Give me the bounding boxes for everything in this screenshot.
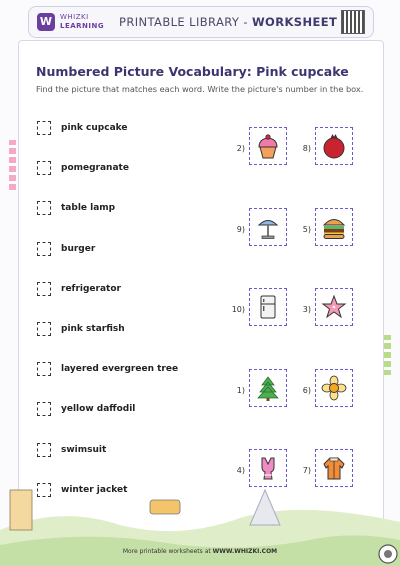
picture-card bbox=[249, 288, 287, 326]
picture-card bbox=[249, 369, 287, 407]
answer-box[interactable] bbox=[37, 402, 51, 416]
starfish-icon bbox=[321, 294, 347, 320]
word-label: winter jacket bbox=[61, 484, 128, 495]
answer-box[interactable] bbox=[37, 443, 51, 457]
logo-text-bottom: LEARNING bbox=[60, 22, 105, 30]
picture-card bbox=[315, 127, 353, 165]
daffodil-icon bbox=[321, 375, 347, 401]
picture-card bbox=[315, 208, 353, 246]
answer-box[interactable] bbox=[37, 121, 51, 135]
burger-icon bbox=[321, 214, 347, 240]
picture-number: 10) bbox=[231, 305, 245, 314]
evergreen-tree-icon bbox=[255, 375, 281, 401]
logo-text-top: WHIZKI bbox=[60, 13, 89, 21]
picture-number: 9) bbox=[236, 224, 245, 234]
answer-box[interactable] bbox=[37, 322, 51, 336]
answer-box[interactable] bbox=[37, 362, 51, 376]
right-stripe-decoration bbox=[384, 335, 391, 375]
worksheet-title: Numbered Picture Vocabulary: Pink cupcake bbox=[36, 64, 349, 79]
word-label: layered evergreen tree bbox=[61, 364, 179, 375]
word-label: swimsuit bbox=[61, 444, 107, 455]
picture-number: 2) bbox=[236, 144, 245, 153]
qr-code-icon bbox=[341, 10, 365, 34]
word-label: table lamp bbox=[61, 203, 116, 214]
picture-number: 1) bbox=[236, 385, 245, 395]
refrigerator-icon bbox=[255, 294, 281, 320]
picture-card bbox=[249, 208, 287, 246]
library-title: PRINTABLE LIBRARY - WORKSHEET bbox=[119, 15, 338, 29]
answer-box[interactable] bbox=[37, 201, 51, 215]
word-label: pink starfish bbox=[61, 324, 125, 334]
footer-text: More printable worksheets at WWW.WHIZKI.COM bbox=[122, 548, 278, 555]
table-lamp-icon bbox=[255, 214, 281, 240]
pomegranate-icon bbox=[321, 133, 347, 159]
answer-box[interactable] bbox=[37, 242, 51, 256]
picture-number: 4) bbox=[236, 466, 245, 475]
answer-box[interactable] bbox=[37, 161, 51, 175]
picture-number: 8) bbox=[302, 144, 311, 153]
whizki-logo-icon: W bbox=[37, 13, 55, 31]
left-stripe-decoration bbox=[9, 140, 16, 190]
cupcake-icon bbox=[255, 133, 281, 159]
worksheet-instruction: Find the picture that matches each word. Write the picture's number in the box. bbox=[36, 84, 364, 94]
picture-card bbox=[249, 127, 287, 165]
picture-card bbox=[315, 369, 353, 407]
picture-number: 6) bbox=[302, 385, 311, 395]
word-label: burger bbox=[61, 243, 96, 254]
word-label: refrigerator bbox=[61, 283, 121, 294]
header-bar bbox=[28, 6, 374, 38]
word-label: pomegranate bbox=[61, 163, 129, 174]
word-label: yellow daffodil bbox=[61, 404, 136, 415]
word-label: pink cupcake bbox=[61, 123, 128, 133]
answer-box[interactable] bbox=[37, 282, 51, 296]
picture-number: 7) bbox=[302, 466, 311, 475]
picture-number: 5) bbox=[302, 224, 311, 234]
picture-card bbox=[315, 288, 353, 326]
picture-number: 3) bbox=[302, 305, 311, 314]
